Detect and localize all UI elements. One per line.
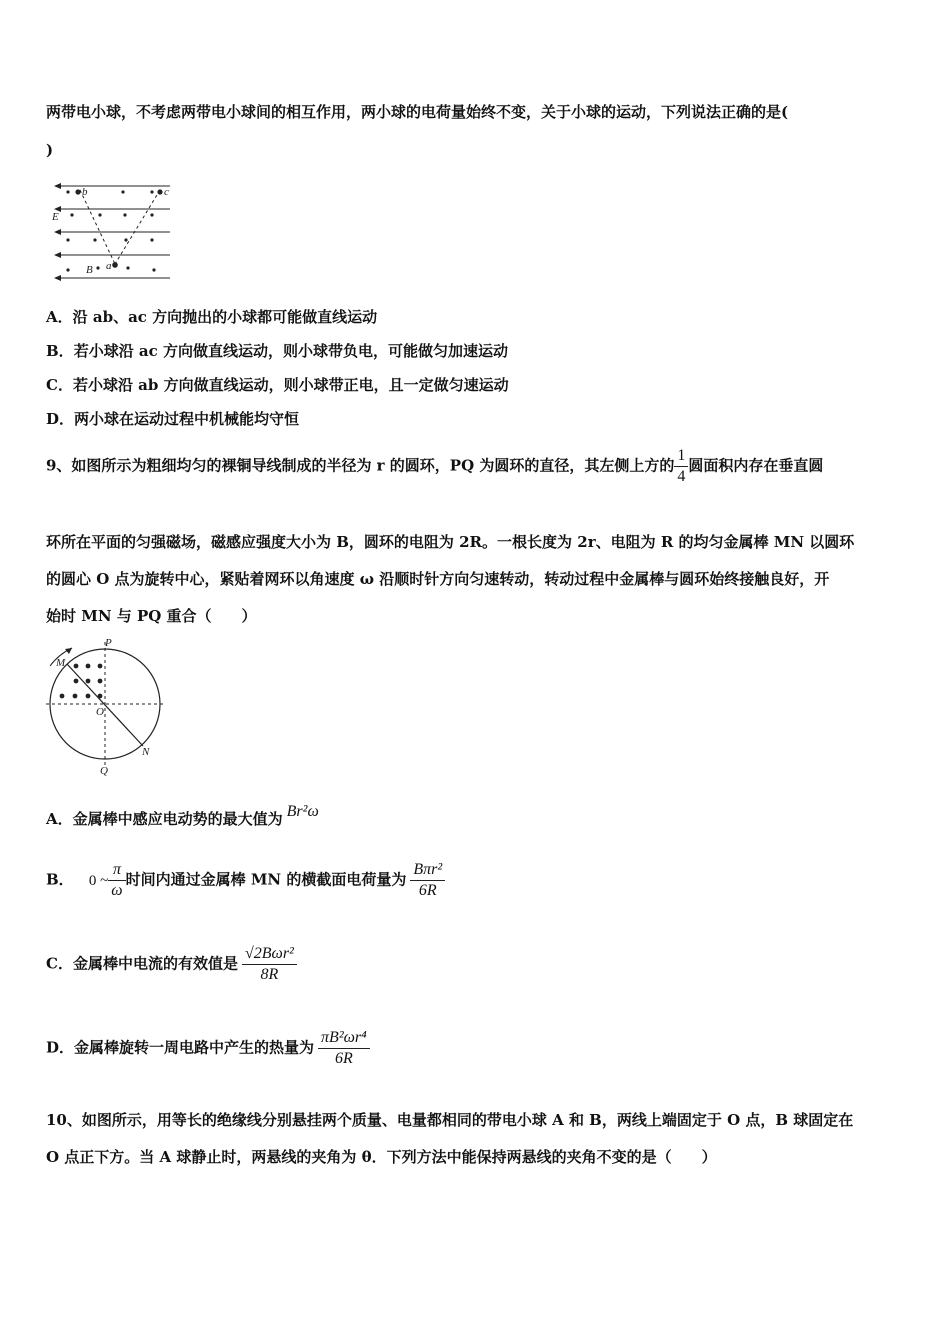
q8-option-b xyxy=(46,341,508,361)
q9-option-c-fraction xyxy=(242,944,297,985)
q8-option-d-letter: D． xyxy=(46,410,75,428)
q9-option-d xyxy=(46,1028,370,1069)
q8-stem-line1: 两带电小球，不考虑两带电小球间的相互作用，两小球的电荷量始终不变，关于小球的运动，下列说法正确的是( xyxy=(46,103,789,121)
q9-option-a-expr: Br²ω xyxy=(286,803,319,820)
q9-option-b-range-num: π xyxy=(108,860,125,881)
q9-label-O: O xyxy=(96,706,104,718)
q9-ring-figure xyxy=(42,636,168,776)
q9-option-d-fraction xyxy=(318,1028,370,1069)
q9-stem-line1-b: 圆面积内存在垂直圆 xyxy=(688,456,824,475)
q9-option-b-fraction xyxy=(410,860,445,901)
q9-option-c-letter: C． xyxy=(46,954,73,973)
q9-stem-line1 xyxy=(46,446,823,487)
q10-stem-line2: O 点正下方。当 A 球静止时，两悬线的夹角为 θ．下列方法中能保持两悬线的夹角不变的是（ ） xyxy=(46,1148,717,1166)
q8-option-a xyxy=(46,307,377,327)
q8-option-a-text: 沿 ab、ac 方向抛出的小球都可能做直线运动 xyxy=(72,308,378,326)
q9-stem-line4: 始时 MN 与 PQ 重合（ ） xyxy=(46,607,257,625)
q8-option-d xyxy=(46,409,299,429)
q9-stem-line2: 环所在平面的匀强磁场，磁感应强度大小为 B，圆环的电阻为 2R。一根长度为 2r、电阻为 R 的均匀金属棒 MN 以圆环 xyxy=(46,533,855,551)
q8-label-E: E xyxy=(52,211,59,223)
q9-option-d-num: πB²ωr⁴ xyxy=(318,1028,370,1049)
q10-stem-line1: 10、如图所示，用等长的绝缘线分别悬挂两个质量、电量都相同的带电小球 A 和 B，两线上端固定于 O 点，B 球固定在 xyxy=(46,1111,854,1129)
q9-label-M: M xyxy=(56,657,66,669)
q9-option-c-num: √2Bωr² xyxy=(242,944,297,965)
q8-label-b: b xyxy=(82,186,88,198)
q9-option-b-num: Bπr² xyxy=(410,860,445,881)
q9-quarter-num: 1 xyxy=(674,446,688,467)
q9-option-a xyxy=(46,803,319,833)
q9-option-b-range-fraction xyxy=(108,860,125,901)
q9-option-d-text: 金属棒旋转一周电路中产生的热量为 xyxy=(74,1038,315,1057)
q8-label-a: a xyxy=(106,260,112,272)
q9-option-c-den: 8R xyxy=(260,966,279,983)
q9-option-b xyxy=(46,860,445,901)
q9-option-b-range-den: ω xyxy=(111,882,123,899)
q9-quarter-fraction xyxy=(674,446,688,487)
q9-option-d-letter: D． xyxy=(46,1038,75,1057)
q8-option-c-text: 若小球沿 ab 方向做直线运动，则小球带正电，且一定做匀速运动 xyxy=(72,376,509,394)
q8-option-c-letter: C． xyxy=(46,376,73,394)
q9-option-d-den: 6R xyxy=(334,1050,353,1067)
q9-stem-line1-a: 9、如图所示为粗细均匀的裸铜导线制成的半径为 r 的圆环，PQ 为圆环的直径，其左侧上方的 xyxy=(46,456,675,475)
q8-option-c xyxy=(46,375,509,395)
q9-option-c xyxy=(46,944,297,985)
q9-option-b-letter: B． xyxy=(46,870,74,889)
q9-option-c-text: 金属棒中电流的有效值是 xyxy=(72,954,238,973)
q8-option-d-text: 两小球在运动过程中机械能均守恒 xyxy=(74,410,300,428)
q9-option-b-range-prefix: 0 ~ xyxy=(88,872,109,889)
q8-field-figure xyxy=(48,178,176,284)
q9-stem-line3: 的圆心 O 点为旋转中心，紧贴着网环以角速度 ω 沿顺时针方向匀速转动，转动过程中金属棒与圆环始终接触良好，开 xyxy=(46,570,830,588)
q8-label-B: B xyxy=(86,264,93,276)
q8-option-a-letter: A． xyxy=(46,308,73,326)
q9-option-a-text: 金属棒中感应电动势的最大值为 xyxy=(72,810,283,828)
q9-option-b-text: 时间内通过金属棒 MN 的横截面电荷量为 xyxy=(125,870,407,889)
q9-option-a-letter: A． xyxy=(46,810,73,828)
q8-option-b-letter: B． xyxy=(46,342,74,360)
q9-option-b-den: 6R xyxy=(418,882,437,899)
q8-label-c: c xyxy=(164,186,169,198)
q9-label-Q: Q xyxy=(100,765,108,776)
q8-stem-line2: ) xyxy=(46,141,54,159)
q9-quarter-den: 4 xyxy=(677,468,686,485)
q9-label-N: N xyxy=(142,746,150,758)
q8-option-b-text: 若小球沿 ac 方向做直线运动，则小球带负电，可能做匀加速运动 xyxy=(73,342,508,360)
q9-label-P: P xyxy=(105,637,112,649)
